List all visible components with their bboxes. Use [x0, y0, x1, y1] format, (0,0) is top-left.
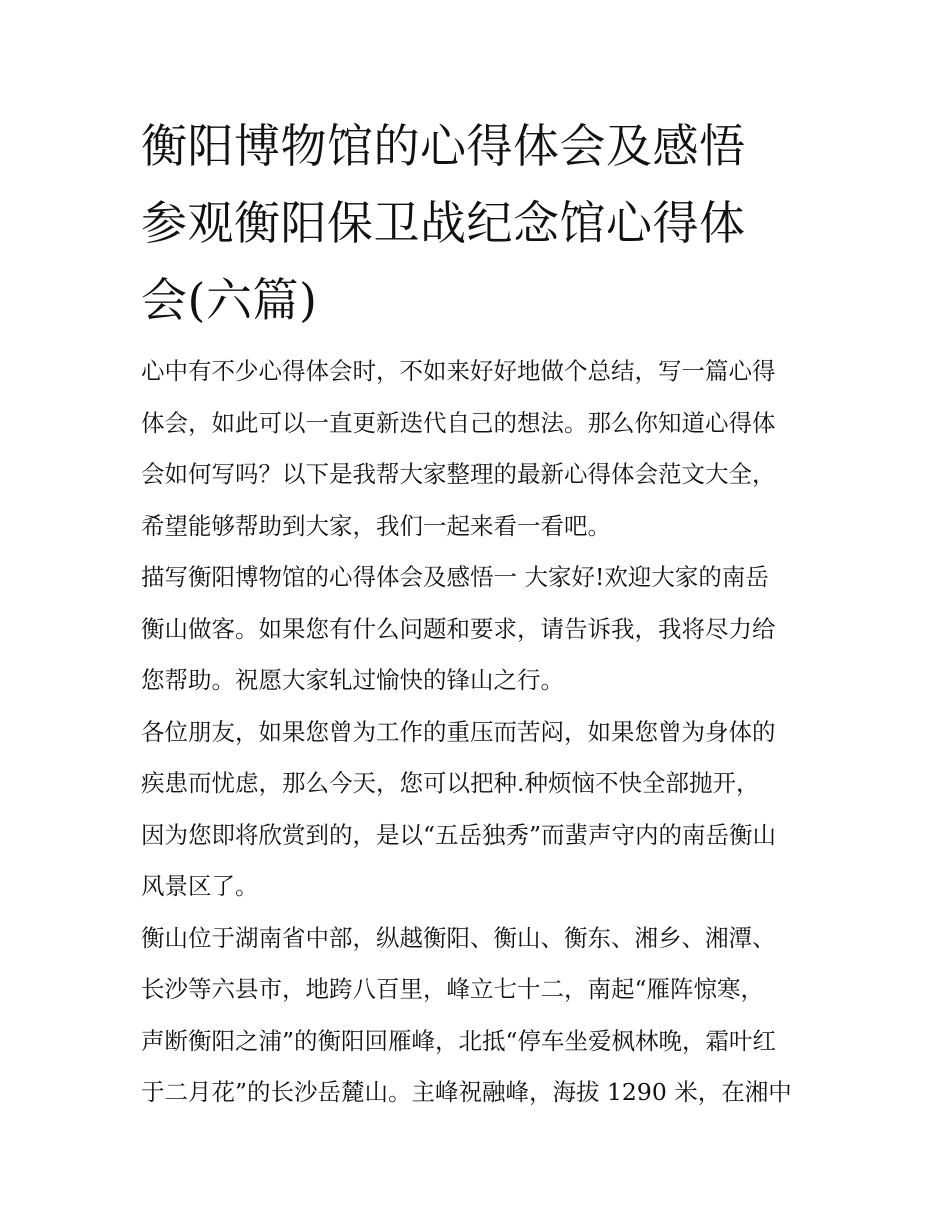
title-line: 会(六篇): [141, 273, 318, 327]
text-line: 因为您即将欣赏到的，是以“五岳独秀”而蜚声守内的南岳衡山: [141, 820, 777, 849]
text-line: 于二月花”的长沙岳麓山。主峰祝融峰，海拔 1290 米，在湘中: [141, 1078, 792, 1106]
section-one-paragraph: [141, 552, 813, 707]
text-line: 衡山位于湖南省中部，纵越衡阳、衡山、衡东、湘乡、湘潭、: [141, 923, 776, 952]
document-title: [141, 108, 813, 339]
hengshan-paragraph: [141, 913, 813, 1119]
document-page: [141, 108, 813, 1119]
text-line: 各位朋友，如果您曾为工作的重压而苦闷，如果您曾为身体的: [141, 717, 776, 746]
text-line: 声断衡阳之浦”的衡阳回雁峰，北抵“停车坐爱枫林晚，霜叶红: [141, 1026, 777, 1055]
text-line: 描写衡阳博物馆的心得体会及感悟一 大家好!欢迎大家的南岳: [141, 563, 769, 591]
text-line: 希望能够帮助到大家，我们一起来看一看吧。: [141, 511, 611, 540]
document-body: [141, 346, 813, 1119]
intro-paragraph: [141, 346, 813, 552]
text-line: 风景区了。: [141, 872, 259, 900]
text-line: 体会，如此可以一直更新迭代自己的想法。那么你知道心得体: [141, 408, 776, 437]
text-line: 疾患而忧虑，那么今天，您可以把种.种烦恼不快全部抛开，: [141, 769, 760, 797]
title-line: 衡阳博物馆的心得体会及感悟: [141, 119, 746, 173]
text-line: 心中有不少心得体会时，不如来好好地做个总结，写一篇心得: [141, 357, 776, 385]
friends-paragraph: [141, 707, 813, 913]
text-line: 您帮助。祝愿大家轧过愉快的锋山之行。: [141, 666, 564, 694]
text-line: 衡山做客。如果您有什么问题和要求，请告诉我，我将尽力给: [141, 614, 776, 643]
text-line: 长沙等六县市，地跨八百里，峰立七十二，南起“雁阵惊寒，: [141, 975, 765, 1003]
title-line: 参观衡阳保卫战纪念馆心得体: [141, 196, 746, 250]
text-line: 会如何写吗？以下是我帮大家整理的最新心得体会范文大全，: [141, 460, 776, 488]
